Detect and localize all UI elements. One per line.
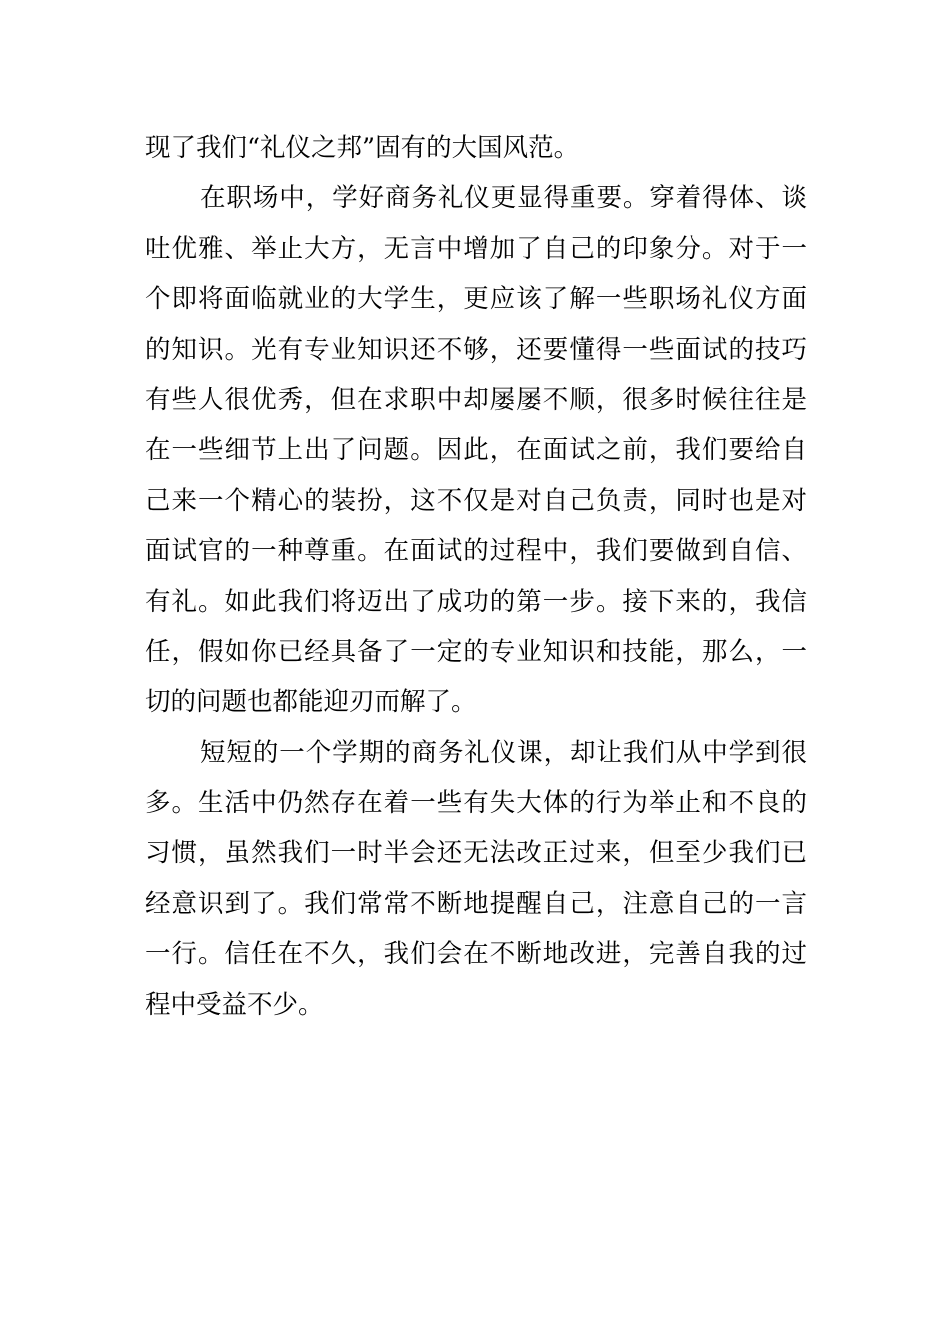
body-text xyxy=(145,123,807,1030)
text-line: 个即将面临就业的大学生，更应该了解一些职场礼仪方面 xyxy=(145,284,807,315)
paragraph-start-line: 短短的一个学期的商务礼仪课，却让我们从中学到很 xyxy=(200,737,807,768)
text-line: 有礼。如此我们将迈出了成功的第一步。接下来的，我信 xyxy=(145,586,807,617)
paragraph-start-line: 在职场中，学好商务礼仪更显得重要。穿着得体、谈 xyxy=(200,183,807,214)
text-line: 一行。信任在不久，我们会在不断地改进，完善自我的过 xyxy=(145,939,807,970)
text-line: 经意识到了。我们常常不断地提醒自己，注意自己的一言 xyxy=(145,888,807,919)
text-line: 面试官的一种尊重。在面试的过程中，我们要做到自信、 xyxy=(145,536,807,567)
text-line: 多。生活中仍然存在着一些有失大体的行为举止和不良的 xyxy=(145,788,807,819)
text-line: 现了我们“礼仪之邦”固有的大国风范。 xyxy=(145,133,580,163)
text-line: 习惯，虽然我们一时半会还无法改正过来，但至少我们已 xyxy=(145,838,807,869)
text-line: 切的问题也都能迎刃而解了。 xyxy=(145,687,477,718)
text-line: 己来一个精心的装扮，这不仅是对自己负责，同时也是对 xyxy=(145,485,807,516)
text-line: 在一些细节上出了问题。因此，在面试之前，我们要给自 xyxy=(145,435,807,466)
text-line: 吐优雅、举止大方，无言中增加了自己的印象分。对于一 xyxy=(145,233,807,264)
text-line: 任，假如你已经具备了一定的专业知识和技能，那么，一 xyxy=(145,636,807,667)
text-line: 的知识。光有专业知识还不够，还要懂得一些面试的技巧 xyxy=(145,334,807,365)
text-line: 有些人很优秀，但在求职中却屡屡不顺，很多时候往往是 xyxy=(145,384,807,415)
text-line: 程中受益不少。 xyxy=(145,989,324,1020)
